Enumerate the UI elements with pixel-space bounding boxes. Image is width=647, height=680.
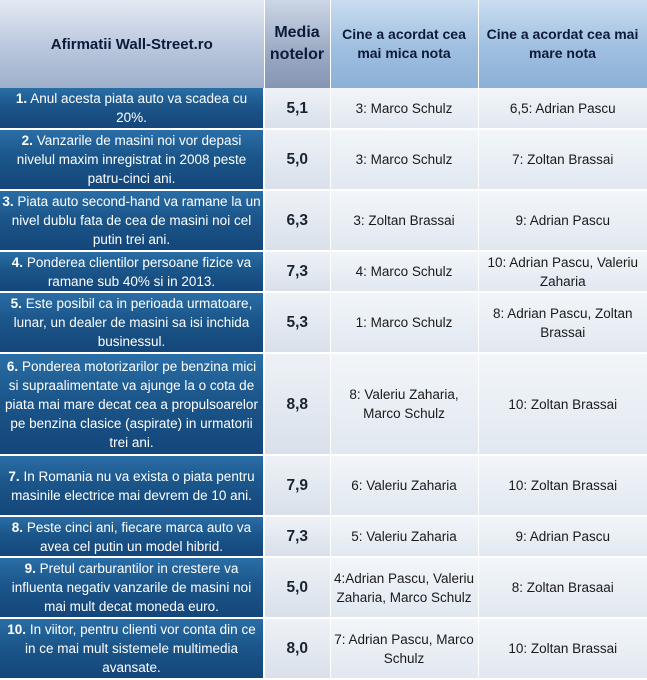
statement-number: 1. bbox=[15, 91, 28, 106]
header-average: Media notelor bbox=[264, 0, 330, 88]
highest-cell: 8: Adrian Pascu, Zoltan Brassai bbox=[478, 292, 647, 353]
average-cell: 5,0 bbox=[264, 129, 330, 190]
highest-cell: 9: Adrian Pascu bbox=[478, 190, 647, 251]
statement-cell bbox=[0, 353, 264, 455]
table-row bbox=[0, 557, 647, 618]
table-row bbox=[0, 88, 647, 129]
statement-text: Peste cinci ani, fiecare marca auto va avea cel putin un model hibrid. bbox=[26, 519, 252, 554]
statement-text: Ponderea clientilor persoane fizice va ramane sub 40% si in 2013. bbox=[26, 254, 252, 289]
lowest-cell: 3: Marco Schulz bbox=[330, 88, 478, 129]
highest-cell: 10: Adrian Pascu, Valeriu Zaharia bbox=[478, 251, 647, 292]
average-cell: 5,1 bbox=[264, 88, 330, 129]
statement-number: 2. bbox=[21, 133, 33, 148]
statement-cell bbox=[0, 190, 264, 251]
statement-text: Anul acesta piata auto va scadea cu 20%. bbox=[30, 91, 248, 125]
header-highest: Cine a acordat cea mai mare nota bbox=[478, 0, 647, 88]
table-row bbox=[0, 455, 647, 516]
statement-text: Este posibil ca in perioada urmatoare, lunar, un dealer de masini sa isi inchida businessul. bbox=[13, 296, 253, 349]
average-cell: 7,3 bbox=[264, 251, 330, 292]
statement-number: 9. bbox=[24, 561, 36, 576]
table-row bbox=[0, 292, 647, 353]
statement-text: Vanzarile de masini noi vor depasi nivelul maxim inregistrat in 2008 peste patru-cinci ani. bbox=[16, 133, 247, 186]
statement-text: Pretul carburantilor in crestere va influenta negativ vanzarile de masini noi mai mult decat moneda euro. bbox=[11, 561, 252, 614]
statement-text: In viitor, pentru clienti vor conta din ce in ce mai mult sistemele multimedia avansate. bbox=[24, 622, 256, 675]
statement-number: 3. bbox=[2, 194, 14, 209]
statement-cell bbox=[0, 251, 264, 292]
table-header-row bbox=[0, 0, 647, 88]
average-cell: 6,3 bbox=[264, 190, 330, 251]
average-cell: 5,3 bbox=[264, 292, 330, 353]
header-statement: Afirmatii Wall-Street.ro bbox=[0, 0, 264, 88]
statement-number: 8. bbox=[11, 519, 24, 535]
average-cell: 8,0 bbox=[264, 618, 330, 679]
statement-text: Ponderea motorizarilor pe benzina mici si supraalimentate va ajunge la o cota de piata mai mare decat cea a propulsoarelor pe benzina clasice (aspirate) in urmatorii trei ani. bbox=[5, 358, 258, 450]
highest-cell: 8: Zoltan Brasaai bbox=[478, 557, 647, 618]
statement-number: 4. bbox=[11, 254, 24, 270]
statement-number: 7. bbox=[8, 468, 20, 484]
lowest-cell: 4:Adrian Pascu, Valeriu Zaharia, Marco Schulz bbox=[330, 557, 478, 618]
lowest-cell: 3: Marco Schulz bbox=[330, 129, 478, 190]
statement-cell bbox=[0, 292, 264, 353]
lowest-cell: 5: Valeriu Zaharia bbox=[330, 516, 478, 557]
highest-cell: 9: Adrian Pascu bbox=[478, 516, 647, 557]
statement-cell bbox=[0, 455, 264, 516]
statement-text: Piata auto second-hand va ramane la un nivel dublu fata de cea de masini noi cel putin trei ani. bbox=[11, 194, 261, 247]
lowest-cell: 6: Valeriu Zaharia bbox=[330, 455, 478, 516]
statement-cell bbox=[0, 129, 264, 190]
statement-number: 6. bbox=[6, 358, 19, 374]
highest-cell: 10: Zoltan Brassai bbox=[478, 455, 647, 516]
highest-cell: 7: Zoltan Brassai bbox=[478, 129, 647, 190]
lowest-cell: 4: Marco Schulz bbox=[330, 251, 478, 292]
table-row bbox=[0, 353, 647, 455]
highest-cell: 10: Zoltan Brassai bbox=[478, 353, 647, 455]
statement-cell bbox=[0, 618, 264, 679]
table-row bbox=[0, 516, 647, 557]
statement-cell bbox=[0, 557, 264, 618]
table-row bbox=[0, 251, 647, 292]
table-row bbox=[0, 190, 647, 251]
average-cell: 7,9 bbox=[264, 455, 330, 516]
lowest-cell: 7: Adrian Pascu, Marco Schulz bbox=[330, 618, 478, 679]
table-row bbox=[0, 618, 647, 679]
lowest-cell: 3: Zoltan Brassai bbox=[330, 190, 478, 251]
statement-cell bbox=[0, 88, 264, 129]
highest-cell: 6,5: Adrian Pascu bbox=[478, 88, 647, 129]
statement-cell bbox=[0, 516, 264, 557]
average-cell: 7,3 bbox=[264, 516, 330, 557]
average-cell: 8,8 bbox=[264, 353, 330, 455]
statement-number: 5. bbox=[10, 296, 22, 311]
average-cell: 5,0 bbox=[264, 557, 330, 618]
statement-number: 10. bbox=[7, 622, 27, 637]
statement-text: In Romania nu va exista o piata pentru masinile electrice mai devrem de 10 ani. bbox=[11, 468, 255, 503]
table-row bbox=[0, 129, 647, 190]
highest-cell: 10: Zoltan Brassai bbox=[478, 618, 647, 679]
lowest-cell: 8: Valeriu Zaharia, Marco Schulz bbox=[330, 353, 478, 455]
header-lowest: Cine a acordat cea mai mica nota bbox=[330, 0, 478, 88]
lowest-cell: 1: Marco Schulz bbox=[330, 292, 478, 353]
